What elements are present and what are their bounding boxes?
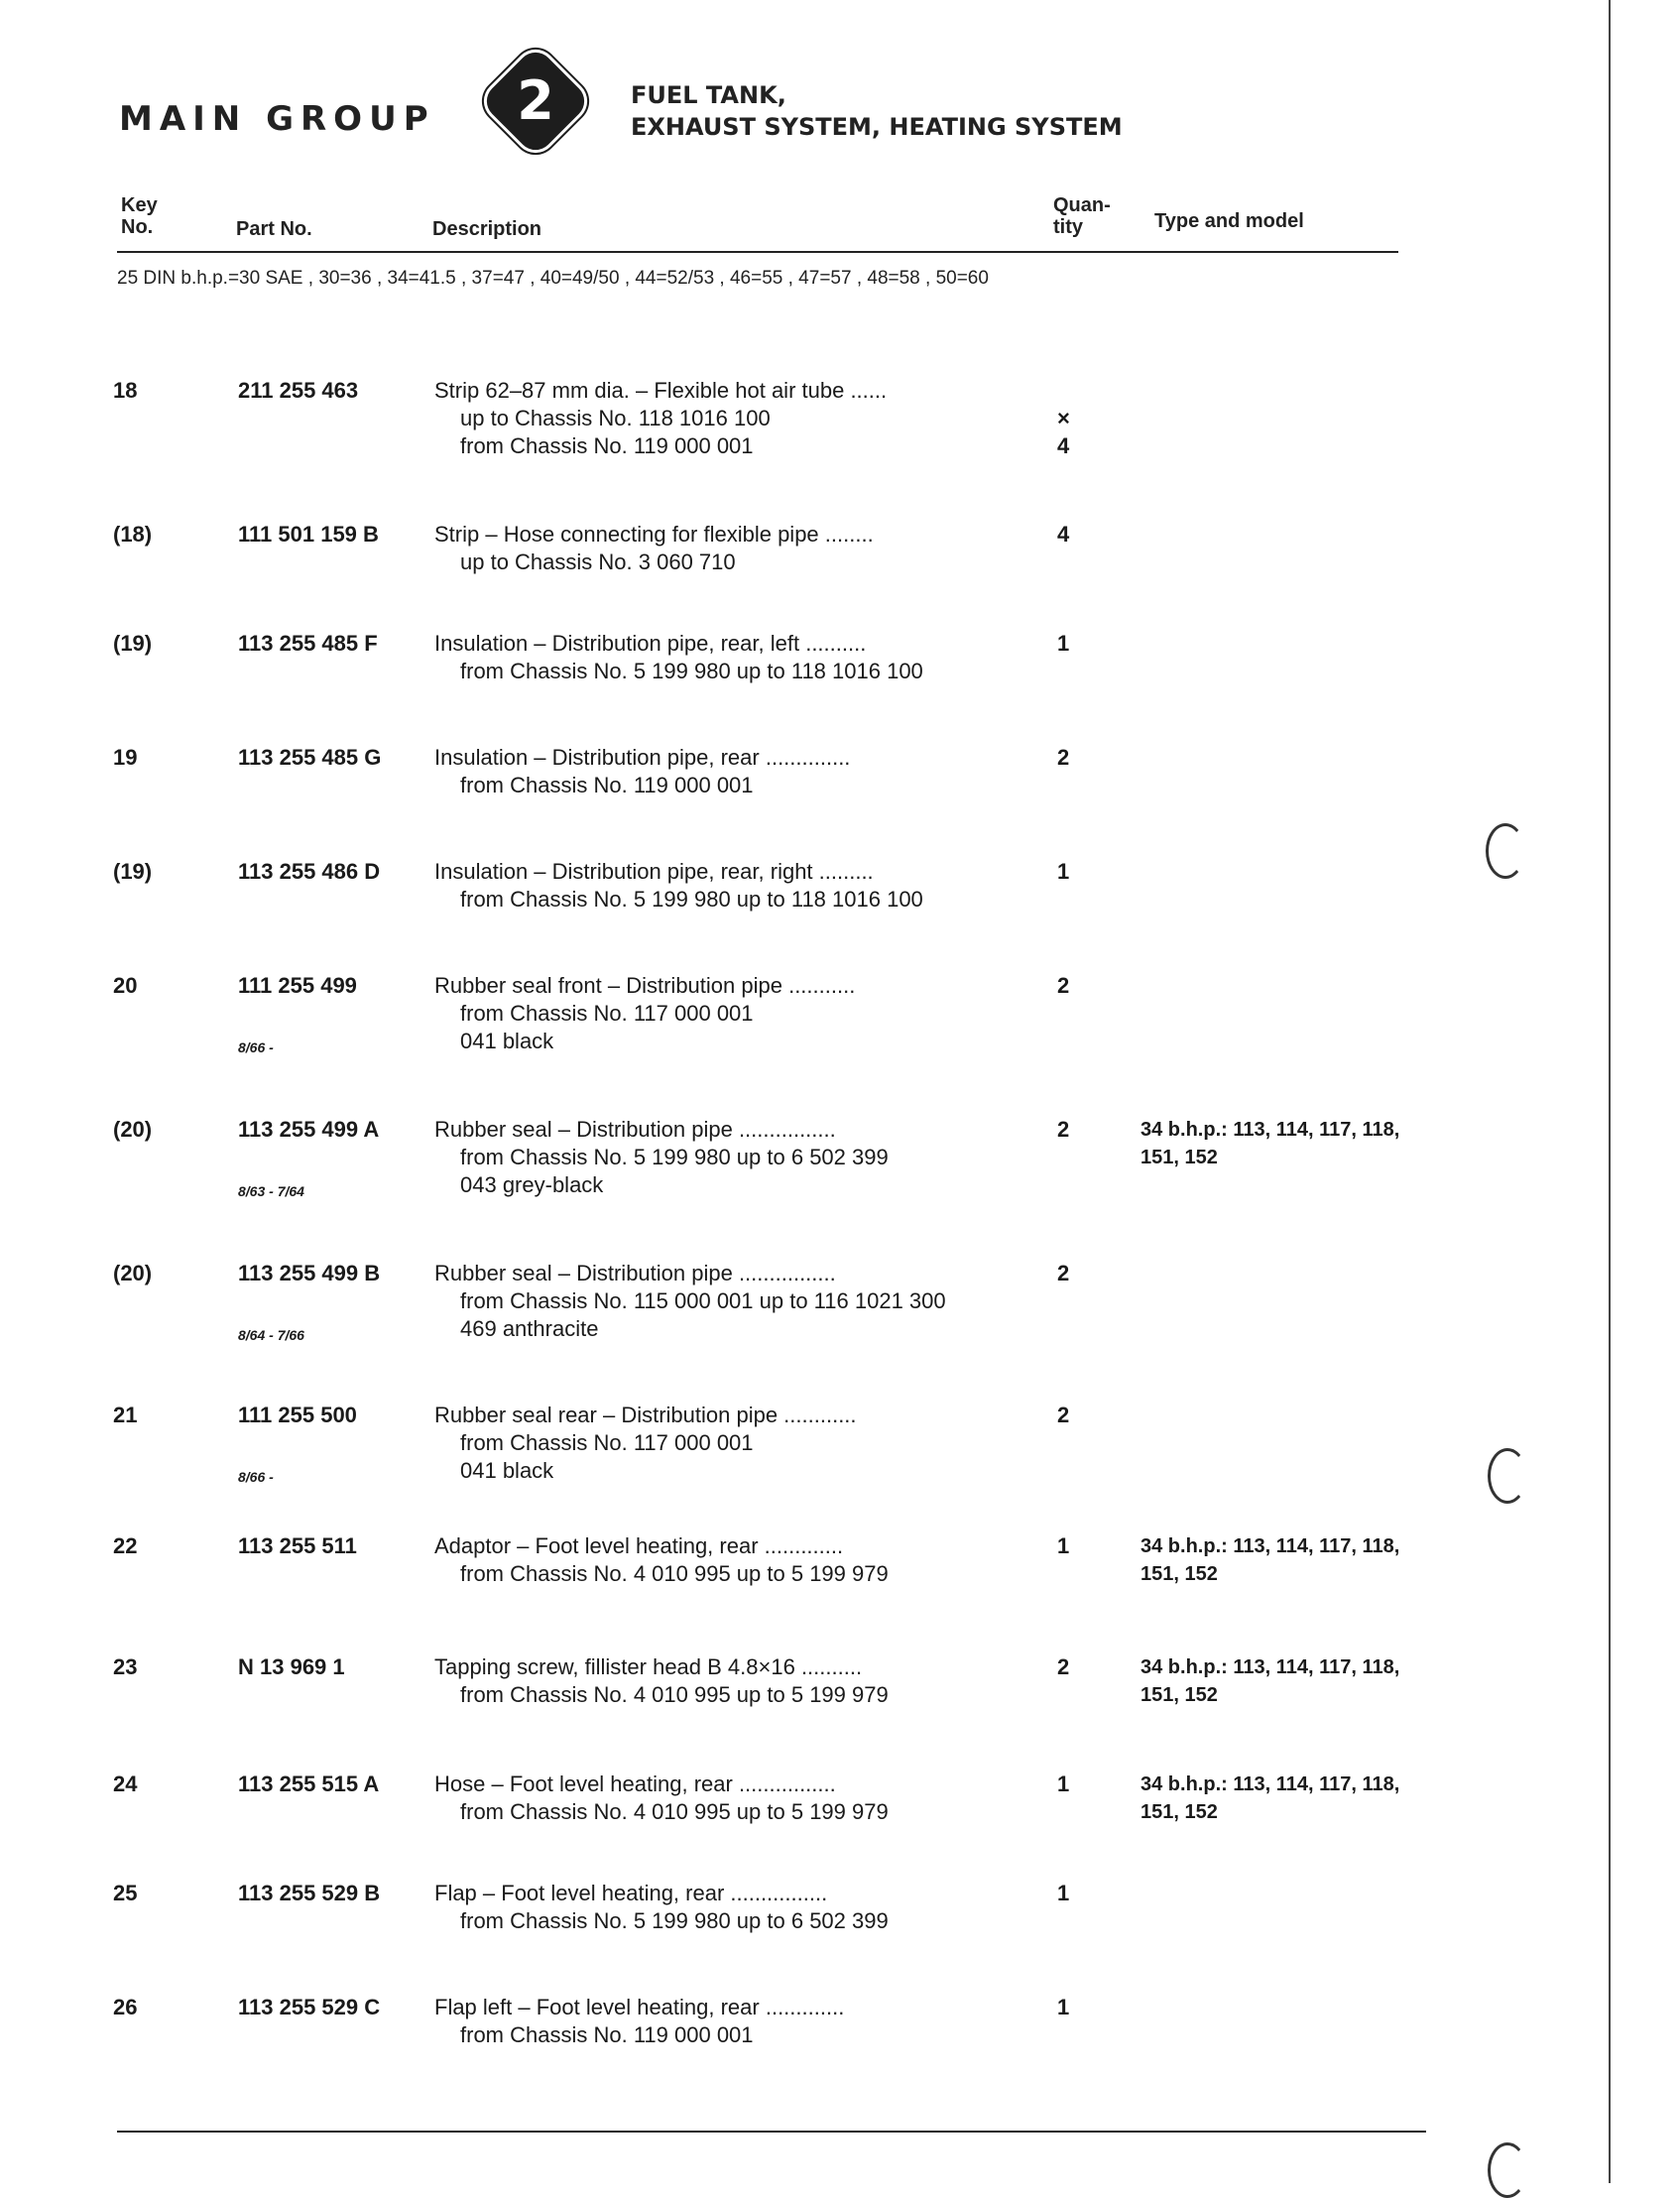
quantity-value: 1 [1057,1995,1070,2019]
description-main: Strip 62–87 mm dia. – Flexible hot air tube ...... [434,378,888,403]
key-number: (20) [113,1261,153,1285]
quantity-value: 2 [1057,1403,1070,1427]
description-detail: 041 black [460,1029,554,1053]
type-model-line: 34 b.h.p.: 113, 114, 117, 118, [1140,1773,1400,1795]
quantity-value: 4 [1057,522,1070,547]
part-number: 111 501 159 B [238,522,379,547]
key-number: 22 [113,1533,138,1558]
quantity-value: 2 [1057,973,1070,998]
key-number: (19) [113,631,153,656]
part-description [434,744,1029,799]
quantity-value: 2 [1057,1117,1070,1142]
quantity-value: 2 [1057,1261,1070,1285]
description-main: Insulation – Distribution pipe, rear, left .......... [434,631,867,656]
quantity [1057,1653,1097,1681]
part-number: 113 255 499 A [238,1117,380,1142]
description-detail: from Chassis No. 5 199 980 up to 6 502 399 [460,1145,889,1169]
production-period: 8/66 - [238,1469,274,1485]
type-and-model [1140,1653,1468,1709]
description-detail: from Chassis No. 4 010 995 up to 5 199 979 [460,1561,889,1586]
part-description [434,1880,1029,1935]
quantity [1057,1880,1097,1907]
part-number: 113 255 485 G [238,745,382,770]
description-main: Tapping screw, fillister head B 4.8×16 .......... [434,1654,863,1679]
quantity [1057,1116,1097,1144]
quantity [1057,377,1097,460]
key-number: 23 [113,1654,138,1679]
quantity-value: 1 [1057,859,1070,884]
part-description [434,1771,1029,1826]
part-number: 113 255 529 B [238,1881,381,1905]
part-description [434,521,1029,576]
description-detail: from Chassis No. 4 010 995 up to 5 199 979 [460,1799,889,1824]
type-model-line: 151, 152 [1140,1563,1218,1585]
description-detail: from Chassis No. 115 000 001 up to 116 1021 300 [460,1288,946,1313]
description-main: Rubber seal front – Distribution pipe ........... [434,973,856,998]
part-description [434,1260,1029,1343]
part-description [434,1402,1029,1485]
quantity [1057,1260,1097,1287]
header-rule [117,251,1398,253]
description-main: Insulation – Distribution pipe, rear .............. [434,745,851,770]
part-description [434,1116,1029,1199]
quantity-value: 4 [1057,433,1070,458]
punch-hole-mark [1486,823,1525,879]
part-number: 113 255 515 A [238,1771,380,1796]
key-number: 18 [113,378,138,403]
description-main: Hose – Foot level heating, rear ................ [434,1771,836,1796]
description-detail: from Chassis No. 117 000 001 [460,1430,754,1455]
type-model-line: 151, 152 [1140,1147,1218,1168]
punch-hole-mark [1488,2142,1527,2198]
part-description [434,858,1029,914]
description-main: Insulation – Distribution pipe, rear, right ......... [434,859,874,884]
col-quantity: Quan- tity [1053,194,1111,238]
col-type-model: Type and model [1154,210,1304,232]
group-title-line2: EXHAUST SYSTEM, HEATING SYSTEM [631,113,1123,141]
production-period: 8/64 - 7/66 [238,1327,304,1343]
key-number: (18) [113,522,153,547]
description-main: Strip – Hose connecting for flexible pipe ........ [434,522,874,547]
quantity-value: 2 [1057,745,1070,770]
description-main: Rubber seal – Distribution pipe ................ [434,1117,836,1142]
description-detail: up to Chassis No. 118 1016 100 [460,406,771,430]
type-and-model [1140,1771,1468,1826]
part-description [434,1532,1029,1588]
key-number: 25 [113,1881,138,1905]
description-main: Flap – Foot level heating, rear ................ [434,1881,828,1905]
description-detail: 041 black [460,1458,554,1483]
part-number: 113 255 499 B [238,1261,381,1285]
description-detail: from Chassis No. 117 000 001 [460,1001,754,1026]
footer-rule [117,2131,1426,2133]
quantity-value: 1 [1057,631,1070,656]
quantity-value [1057,377,1097,405]
part-description [434,630,1029,685]
part-description [434,1653,1029,1709]
quantity [1057,1771,1097,1798]
key-number: 26 [113,1995,138,2019]
quantity-value: 1 [1057,1533,1070,1558]
part-description [434,377,1029,460]
key-number: 24 [113,1771,138,1796]
type-and-model [1140,1532,1468,1588]
description-detail: up to Chassis No. 3 060 710 [460,550,736,574]
description-detail: from Chassis No. 119 000 001 [460,433,754,458]
description-detail: 469 anthracite [460,1316,599,1341]
quantity [1057,1994,1097,2021]
type-model-line: 151, 152 [1140,1684,1218,1706]
type-model-line: 34 b.h.p.: 113, 114, 117, 118, [1140,1535,1400,1557]
group-title-line1: FUEL TANK, [631,81,786,109]
quantity-value: 1 [1057,1881,1070,1905]
group-number: 2 [517,69,554,132]
part-description [434,1994,1029,2049]
part-number: 113 255 485 F [238,631,378,656]
key-number: (19) [113,859,153,884]
type-model-line: 34 b.h.p.: 113, 114, 117, 118, [1140,1656,1400,1678]
key-number: 21 [113,1403,138,1427]
description-detail: from Chassis No. 5 199 980 up to 118 1016 100 [460,659,923,683]
type-model-line: 151, 152 [1140,1801,1218,1823]
quantity [1057,521,1097,549]
part-number: 111 255 500 [238,1403,357,1427]
description-detail: from Chassis No. 5 199 980 up to 6 502 399 [460,1908,889,1933]
quantity [1057,858,1097,886]
description-main: Flap left – Foot level heating, rear ............. [434,1995,845,2019]
description-main: Rubber seal – Distribution pipe ................ [434,1261,836,1285]
group-title [631,79,1123,143]
quantity [1057,1532,1097,1560]
part-number: 113 255 511 [238,1533,357,1558]
col-part-no: Part No. [236,218,312,240]
key-number: 20 [113,973,138,998]
quantity [1057,744,1097,772]
quantity-value: 1 [1057,1771,1070,1796]
description-detail: from Chassis No. 4 010 995 up to 5 199 979 [460,1682,889,1707]
part-number: 111 255 499 [238,973,357,998]
quantity-value: × [1057,406,1070,430]
quantity [1057,630,1097,658]
key-number: 19 [113,745,138,770]
quantity [1057,972,1097,1000]
col-description: Description [432,218,542,240]
punch-hole-mark [1488,1448,1527,1504]
part-description [434,972,1029,1055]
description-detail: 043 grey-black [460,1172,604,1197]
part-number: 211 255 463 [238,378,359,403]
col-key-no: Key No. [121,194,158,238]
type-model-line: 34 b.h.p.: 113, 114, 117, 118, [1140,1119,1400,1141]
part-number: 113 255 529 C [238,1995,381,2019]
quantity [1057,1402,1097,1429]
description-detail: from Chassis No. 119 000 001 [460,2022,754,2047]
type-and-model [1140,1116,1468,1171]
production-period: 8/63 - 7/64 [238,1183,304,1199]
description-detail: from Chassis No. 119 000 001 [460,773,754,797]
part-number: 113 255 486 D [238,859,381,884]
power-ratings-line: 25 DIN b.h.p.=30 SAE , 30=36 , 34=41.5 , 37=47 , 40=49/50 , 44=52/53 , 46=55 , 47=57 , 48=58 , 50=60 [117,268,989,289]
production-period: 8/66 - [238,1039,274,1055]
main-group-label: MAIN GROUP [119,99,435,139]
page-edge-line [1609,0,1611,2183]
description-detail: from Chassis No. 5 199 980 up to 118 1016 100 [460,887,923,912]
key-number: (20) [113,1117,153,1142]
part-number: N 13 969 1 [238,1654,345,1679]
quantity-value: 2 [1057,1654,1070,1679]
description-main: Rubber seal rear – Distribution pipe ............ [434,1403,857,1427]
description-main: Adaptor – Foot level heating, rear ............. [434,1533,844,1558]
